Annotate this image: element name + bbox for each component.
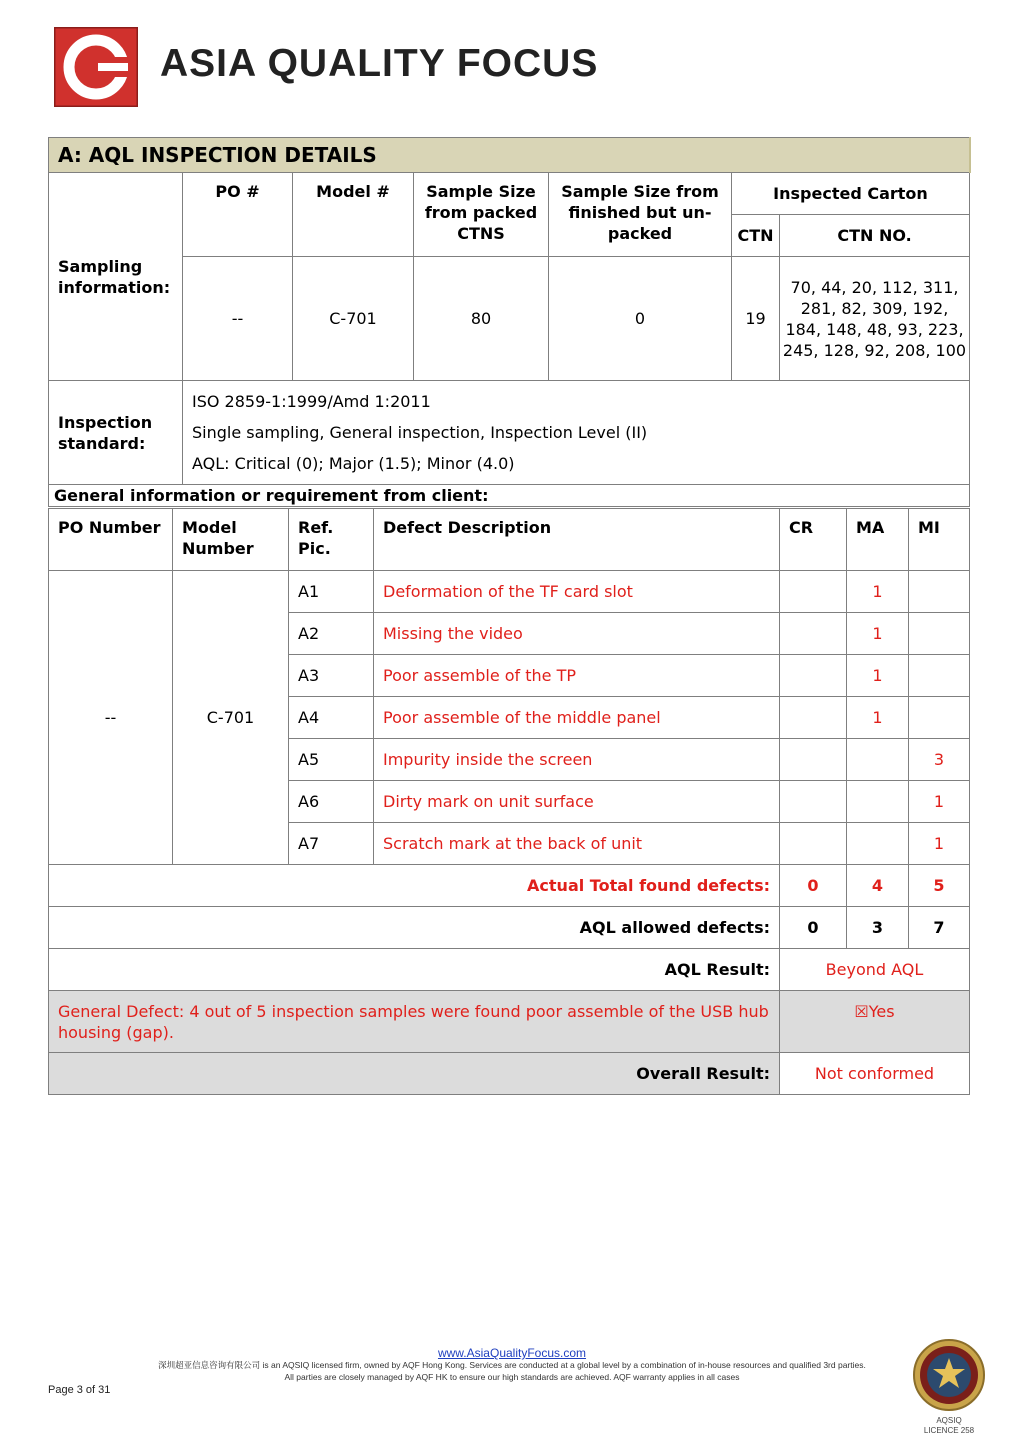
ref-pic-cell: A3: [289, 655, 374, 697]
section-title: A: AQL INSPECTION DETAILS: [49, 138, 970, 173]
company-logo-icon: [54, 27, 138, 107]
mi-cell: 1: [909, 781, 970, 823]
sample-size-unpacked-value: 0: [549, 257, 732, 381]
table-row: [49, 571, 970, 613]
po-header: PO #: [183, 173, 293, 257]
ma-cell: [847, 739, 909, 781]
ref-pic-cell: A6: [289, 781, 374, 823]
checkbox-label: Yes: [868, 1002, 895, 1021]
aql-allowed-mi: 7: [909, 907, 970, 949]
mi-cell: 3: [909, 739, 970, 781]
seal-licence: LICENCE 258: [923, 1426, 975, 1435]
ma-cell: [847, 823, 909, 865]
ref-pic-cell: A4: [289, 697, 374, 739]
ref-pic-header: Ref. Pic.: [289, 509, 374, 571]
overall-result-row: [49, 1053, 970, 1095]
aqsiq-seal-icon: [912, 1338, 986, 1412]
ref-pic-cell: A2: [289, 613, 374, 655]
ctn-value: 19: [732, 257, 780, 381]
aql-result-row: [49, 949, 970, 991]
ref-pic-cell: A1: [289, 571, 374, 613]
mi-cell: 1: [909, 823, 970, 865]
mi-cell: [909, 655, 970, 697]
po-number-header: PO Number: [49, 509, 173, 571]
actual-total-label: Actual Total found defects:: [49, 865, 780, 907]
mi-cell: [909, 697, 970, 739]
standard-line: AQL: Critical (0); Major (1.5); Minor (4.0): [192, 454, 515, 473]
overall-result-label: Overall Result:: [49, 1053, 780, 1095]
po-number-value: --: [49, 571, 173, 865]
actual-total-cr: 0: [780, 865, 847, 907]
aql-result-value: Beyond AQL: [780, 949, 970, 991]
cr-cell: [780, 571, 847, 613]
model-number-value: C-701: [173, 571, 289, 865]
aql-allowed-cr: 0: [780, 907, 847, 949]
mi-header: MI: [909, 509, 970, 571]
defect-description-cell: Poor assemble of the TP: [374, 655, 780, 697]
model-value: C-701: [293, 257, 414, 381]
defect-description-cell: Dirty mark on unit surface: [374, 781, 780, 823]
cr-cell: [780, 781, 847, 823]
aql-allowed-ma: 3: [847, 907, 909, 949]
brand-name: ASIA QUALITY FOCUS: [160, 42, 599, 85]
defect-description-header: Defect Description: [374, 509, 780, 571]
footer-line: All parties are closely managed by AQF HK to ensure our high standards are achieved. AQF warranty applies in all cases: [284, 1372, 740, 1382]
defect-description-cell: Deformation of the TF card slot: [374, 571, 780, 613]
general-defect-checkbox: [780, 991, 970, 1053]
sample-size-unpacked-header: Sample Size from finished but un-packed: [549, 173, 732, 257]
ma-cell: 1: [847, 613, 909, 655]
website-link[interactable]: www.AsiaQualityFocus.com: [437, 1346, 587, 1360]
ma-header: MA: [847, 509, 909, 571]
cr-header: CR: [780, 509, 847, 571]
inspection-standard-label: Inspection standard:: [49, 381, 183, 485]
inspection-standard-value: [183, 381, 970, 485]
general-info-label: General information or requirement from client:: [49, 485, 970, 507]
aql-result-label: AQL Result:: [49, 949, 780, 991]
standard-line: Single sampling, General inspection, Inspection Level (II): [192, 423, 648, 442]
defects-table: [48, 508, 970, 1095]
cr-cell: [780, 697, 847, 739]
defect-description-cell: Impurity inside the screen: [374, 739, 780, 781]
mi-cell: [909, 613, 970, 655]
ctn-no-header: CTN NO.: [780, 215, 970, 257]
actual-total-row: [49, 865, 970, 907]
standard-line: ISO 2859-1:1999/Amd 1:2011: [192, 392, 431, 411]
cr-cell: [780, 655, 847, 697]
general-defect-text: General Defect: 4 out of 5 inspection samples were found poor assemble of the USB hub housing (gap).: [49, 991, 780, 1053]
ma-cell: [847, 781, 909, 823]
inspected-carton-header: Inspected Carton: [732, 173, 970, 215]
model-header: Model #: [293, 173, 414, 257]
cr-cell: [780, 823, 847, 865]
ma-cell: 1: [847, 697, 909, 739]
sampling-information-label: Sampling information:: [49, 173, 183, 381]
ma-cell: 1: [847, 571, 909, 613]
defect-description-cell: Scratch mark at the back of unit: [374, 823, 780, 865]
cr-cell: [780, 613, 847, 655]
overall-result-value: Not conformed: [780, 1053, 970, 1095]
general-defect-row: [49, 991, 970, 1053]
ma-cell: 1: [847, 655, 909, 697]
sample-size-packed-header: Sample Size from packed CTNS: [414, 173, 549, 257]
sample-size-packed-value: 80: [414, 257, 549, 381]
checkbox-checked-icon: ☒: [854, 1002, 869, 1021]
ref-pic-cell: A5: [289, 739, 374, 781]
seal-caption: AQSIQ: [936, 1416, 962, 1425]
defect-description-cell: Poor assemble of the middle panel: [374, 697, 780, 739]
aql-inspection-details-table: [48, 137, 971, 507]
defect-description-cell: Missing the video: [374, 613, 780, 655]
cr-cell: [780, 739, 847, 781]
page-number: Page 3 of 31: [48, 1384, 111, 1396]
ctn-header: CTN: [732, 215, 780, 257]
footer-line: 深圳超亚信息咨询有限公司 is an AQSIQ licensed firm, owned by AQF Hong Kong. Services are conducted at a global level by a combination of in-house resources and qualified 3rd parties.: [158, 1360, 866, 1370]
actual-total-ma: 4: [847, 865, 909, 907]
aql-allowed-row: [49, 907, 970, 949]
po-value: --: [183, 257, 293, 381]
ctn-numbers-value: 70, 44, 20, 112, 311, 281, 82, 309, 192, 184, 148, 48, 93, 223, 245, 128, 92, 208, 100: [780, 257, 970, 381]
aql-allowed-label: AQL allowed defects:: [49, 907, 780, 949]
mi-cell: [909, 571, 970, 613]
footer: [150, 1347, 874, 1383]
ref-pic-cell: A7: [289, 823, 374, 865]
model-number-header: Model Number: [173, 509, 289, 571]
actual-total-mi: 5: [909, 865, 970, 907]
